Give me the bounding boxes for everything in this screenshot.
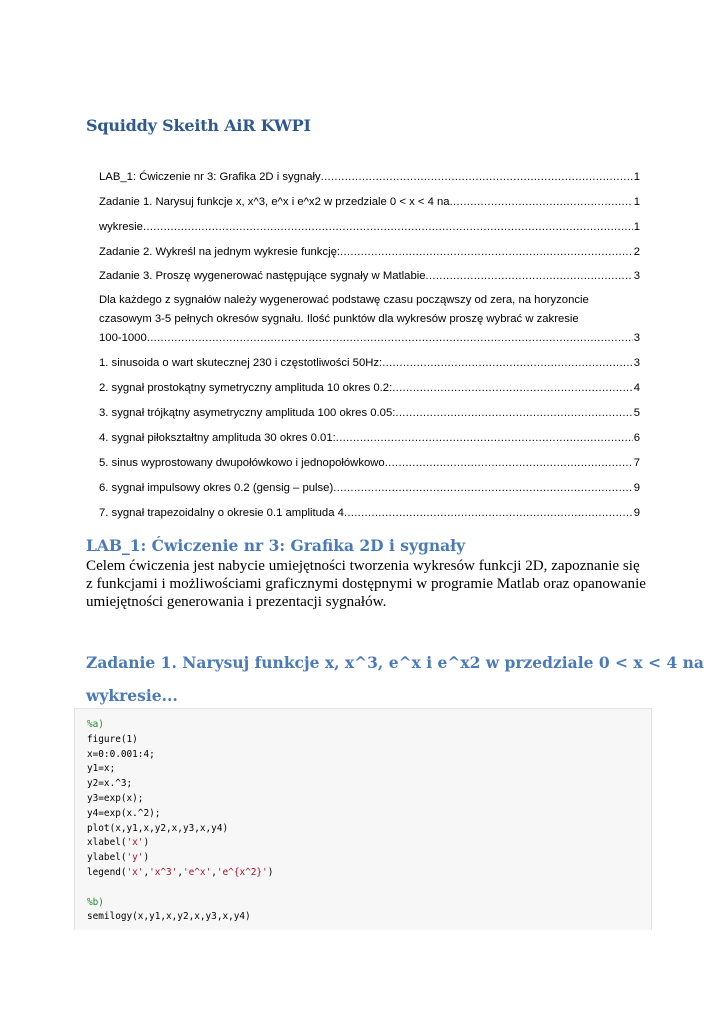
toc-leader-dots <box>344 506 633 521</box>
toc-leader-dots <box>395 406 632 421</box>
toc-leader-dots <box>321 170 633 185</box>
code-token: ) <box>267 866 274 878</box>
document-title: Squiddy Skeith AiR KWPI <box>86 116 311 135</box>
toc-page-number: 7 <box>633 457 640 469</box>
code-token: , <box>143 866 150 878</box>
toc-entry-text-line: Dla każdego z sygnałów należy wygenerować podstawę czasu począwszy od zera, na horyzoncie <box>99 294 589 306</box>
toc-entry-text: 1. sinusoida o wart skutecznej 230 i częstotliwości 50Hz: <box>99 357 383 369</box>
toc-page-number: 1 <box>633 171 640 183</box>
code-string: 'x^3' <box>149 866 178 878</box>
toc-entry-text: 100-1000 <box>99 332 147 344</box>
intro-paragraph: Celem ćwiczenia jest nabycie umiejętności tworzenia wykresów funkcji 2D, zapoznanie się z funkcjami i możliwościami graficznymi dostępnymi w programie Matlab oraz opanowanie umiejętności generowania i prezentacji sygnałów. <box>86 558 646 610</box>
code-line: y2=x.^3; <box>87 778 133 790</box>
section-heading-zadanie1: Zadanie 1. Narysuj funkcje x, x^3, e^x i e^x2 w przedziale 0 < x < 4 na <box>86 653 704 672</box>
toc-entry[interactable] <box>99 356 640 371</box>
toc-leader-dots <box>385 456 633 471</box>
code-block <box>74 708 652 930</box>
code-token: , <box>211 866 217 878</box>
toc-entry[interactable] <box>99 481 640 496</box>
toc-entry-text: 4. sygnał piłokształtny amplituda 30 okres 0.01: <box>99 432 336 444</box>
code-string: 'e^{x^2}' <box>216 866 268 878</box>
toc-entry[interactable] <box>99 269 640 284</box>
toc-entry-text: wykresie <box>99 221 143 233</box>
toc-entry-text: Zadanie 1. Narysuj funkcje x, x^3, e^x i e^x2 w przedziale 0 < x < 4 na <box>99 196 450 208</box>
code-line-legend <box>87 866 273 881</box>
toc-entry[interactable] <box>99 170 640 185</box>
toc-page-number: 3 <box>633 332 640 344</box>
code-comment: %a) <box>87 719 104 730</box>
toc-leader-dots <box>143 220 633 235</box>
matlab-code <box>87 718 273 925</box>
toc-entry-text: 6. sygnał impulsowy okres 0.2 (gensig – pulse) <box>99 482 334 494</box>
toc-entry[interactable] <box>99 381 640 396</box>
toc-leader-dots <box>426 269 633 284</box>
section-heading-zadanie1-cont: wykresie... <box>86 686 178 705</box>
code-token: ) <box>143 852 150 864</box>
toc-entry-multiline[interactable] <box>99 291 640 348</box>
code-token: ylabel( <box>87 852 127 864</box>
toc-entry-text: Zadanie 3. Proszę wygenerować następujące sygnały w Matlabie <box>99 270 426 282</box>
code-blank-line <box>87 881 273 896</box>
code-token: xlabel( <box>87 837 127 849</box>
code-string: 'y' <box>126 852 144 864</box>
toc-entry-text-line: czasowym 3-5 pełnych okresów sygnału. Ilość punktów dla wykresów proszę wybrać w zakresie <box>99 313 579 325</box>
code-line: y4=exp(x.^2); <box>87 807 161 819</box>
code-line: figure(1) <box>87 733 138 745</box>
toc-leader-dots <box>340 245 633 260</box>
code-line: y1=x; <box>87 763 116 775</box>
code-string: 'e^x' <box>183 866 212 878</box>
toc-entry[interactable] <box>99 506 640 521</box>
code-string: 'x' <box>126 866 144 878</box>
toc-leader-dots <box>382 356 633 371</box>
toc-entry-text: 3. sygnał trójkątny asymetryczny amplituda 100 okres 0.05: <box>99 407 396 419</box>
toc-page-number: 1 <box>633 221 640 233</box>
toc-entry-text: LAB_1: Ćwiczenie nr 3: Grafika 2D i sygnały <box>99 171 321 183</box>
code-line: y3=exp(x); <box>87 792 144 804</box>
toc-entry-text: 2. sygnał prostokątny symetryczny amplituda 10 okres 0.2: <box>99 382 393 394</box>
toc-entry-text: 5. sinus wyprostowany dwupołówkowo i jednopołówkowo <box>99 457 385 469</box>
toc-page-number: 1 <box>633 196 640 208</box>
toc-leader-dots <box>450 195 633 210</box>
code-line-xlabel <box>87 836 273 851</box>
toc-leader-dots <box>336 431 633 446</box>
toc-entry-text: 7. sygnał trapezoidalny o okresie 0.1 amplituda 4 <box>99 507 344 519</box>
toc-page-number: 2 <box>633 246 640 258</box>
toc-leader-dots <box>333 481 632 496</box>
code-string: 'x' <box>126 837 144 849</box>
code-comment: %b) <box>87 896 104 908</box>
toc-page-number: 4 <box>633 382 640 394</box>
code-token: , <box>177 866 183 878</box>
toc-page-number: 9 <box>633 482 640 494</box>
toc-entry[interactable] <box>99 406 640 421</box>
toc-page-number: 3 <box>633 357 640 369</box>
code-line: semilogy(x,y1,x,y2,x,y3,x,y4) <box>87 911 251 923</box>
toc-entry-last-line <box>99 329 640 348</box>
toc-entry[interactable] <box>99 220 640 235</box>
toc-leader-dots <box>147 329 633 348</box>
toc-entry-text: Zadanie 2. Wykreśl na jednym wykresie funkcję: <box>99 246 340 258</box>
code-line-ylabel <box>87 851 273 866</box>
toc-page-number: 6 <box>633 432 640 444</box>
toc-page-number: 5 <box>633 407 640 419</box>
code-line: plot(x,y1,x,y2,x,y3,x,y4) <box>87 822 229 834</box>
section-heading-lab1: LAB_1: Ćwiczenie nr 3: Grafika 2D i sygnały <box>86 536 466 555</box>
code-token: legend( <box>87 866 127 878</box>
toc-entry[interactable] <box>99 456 640 471</box>
toc-entry[interactable] <box>99 245 640 260</box>
toc-page-number: 9 <box>633 507 640 519</box>
toc-entry[interactable] <box>99 431 640 446</box>
toc-page-number: 3 <box>633 270 640 282</box>
toc-leader-dots <box>392 381 632 396</box>
code-line: x=0:0.001:4; <box>87 748 155 760</box>
code-token: ) <box>143 837 150 849</box>
toc-entry[interactable] <box>99 195 640 210</box>
